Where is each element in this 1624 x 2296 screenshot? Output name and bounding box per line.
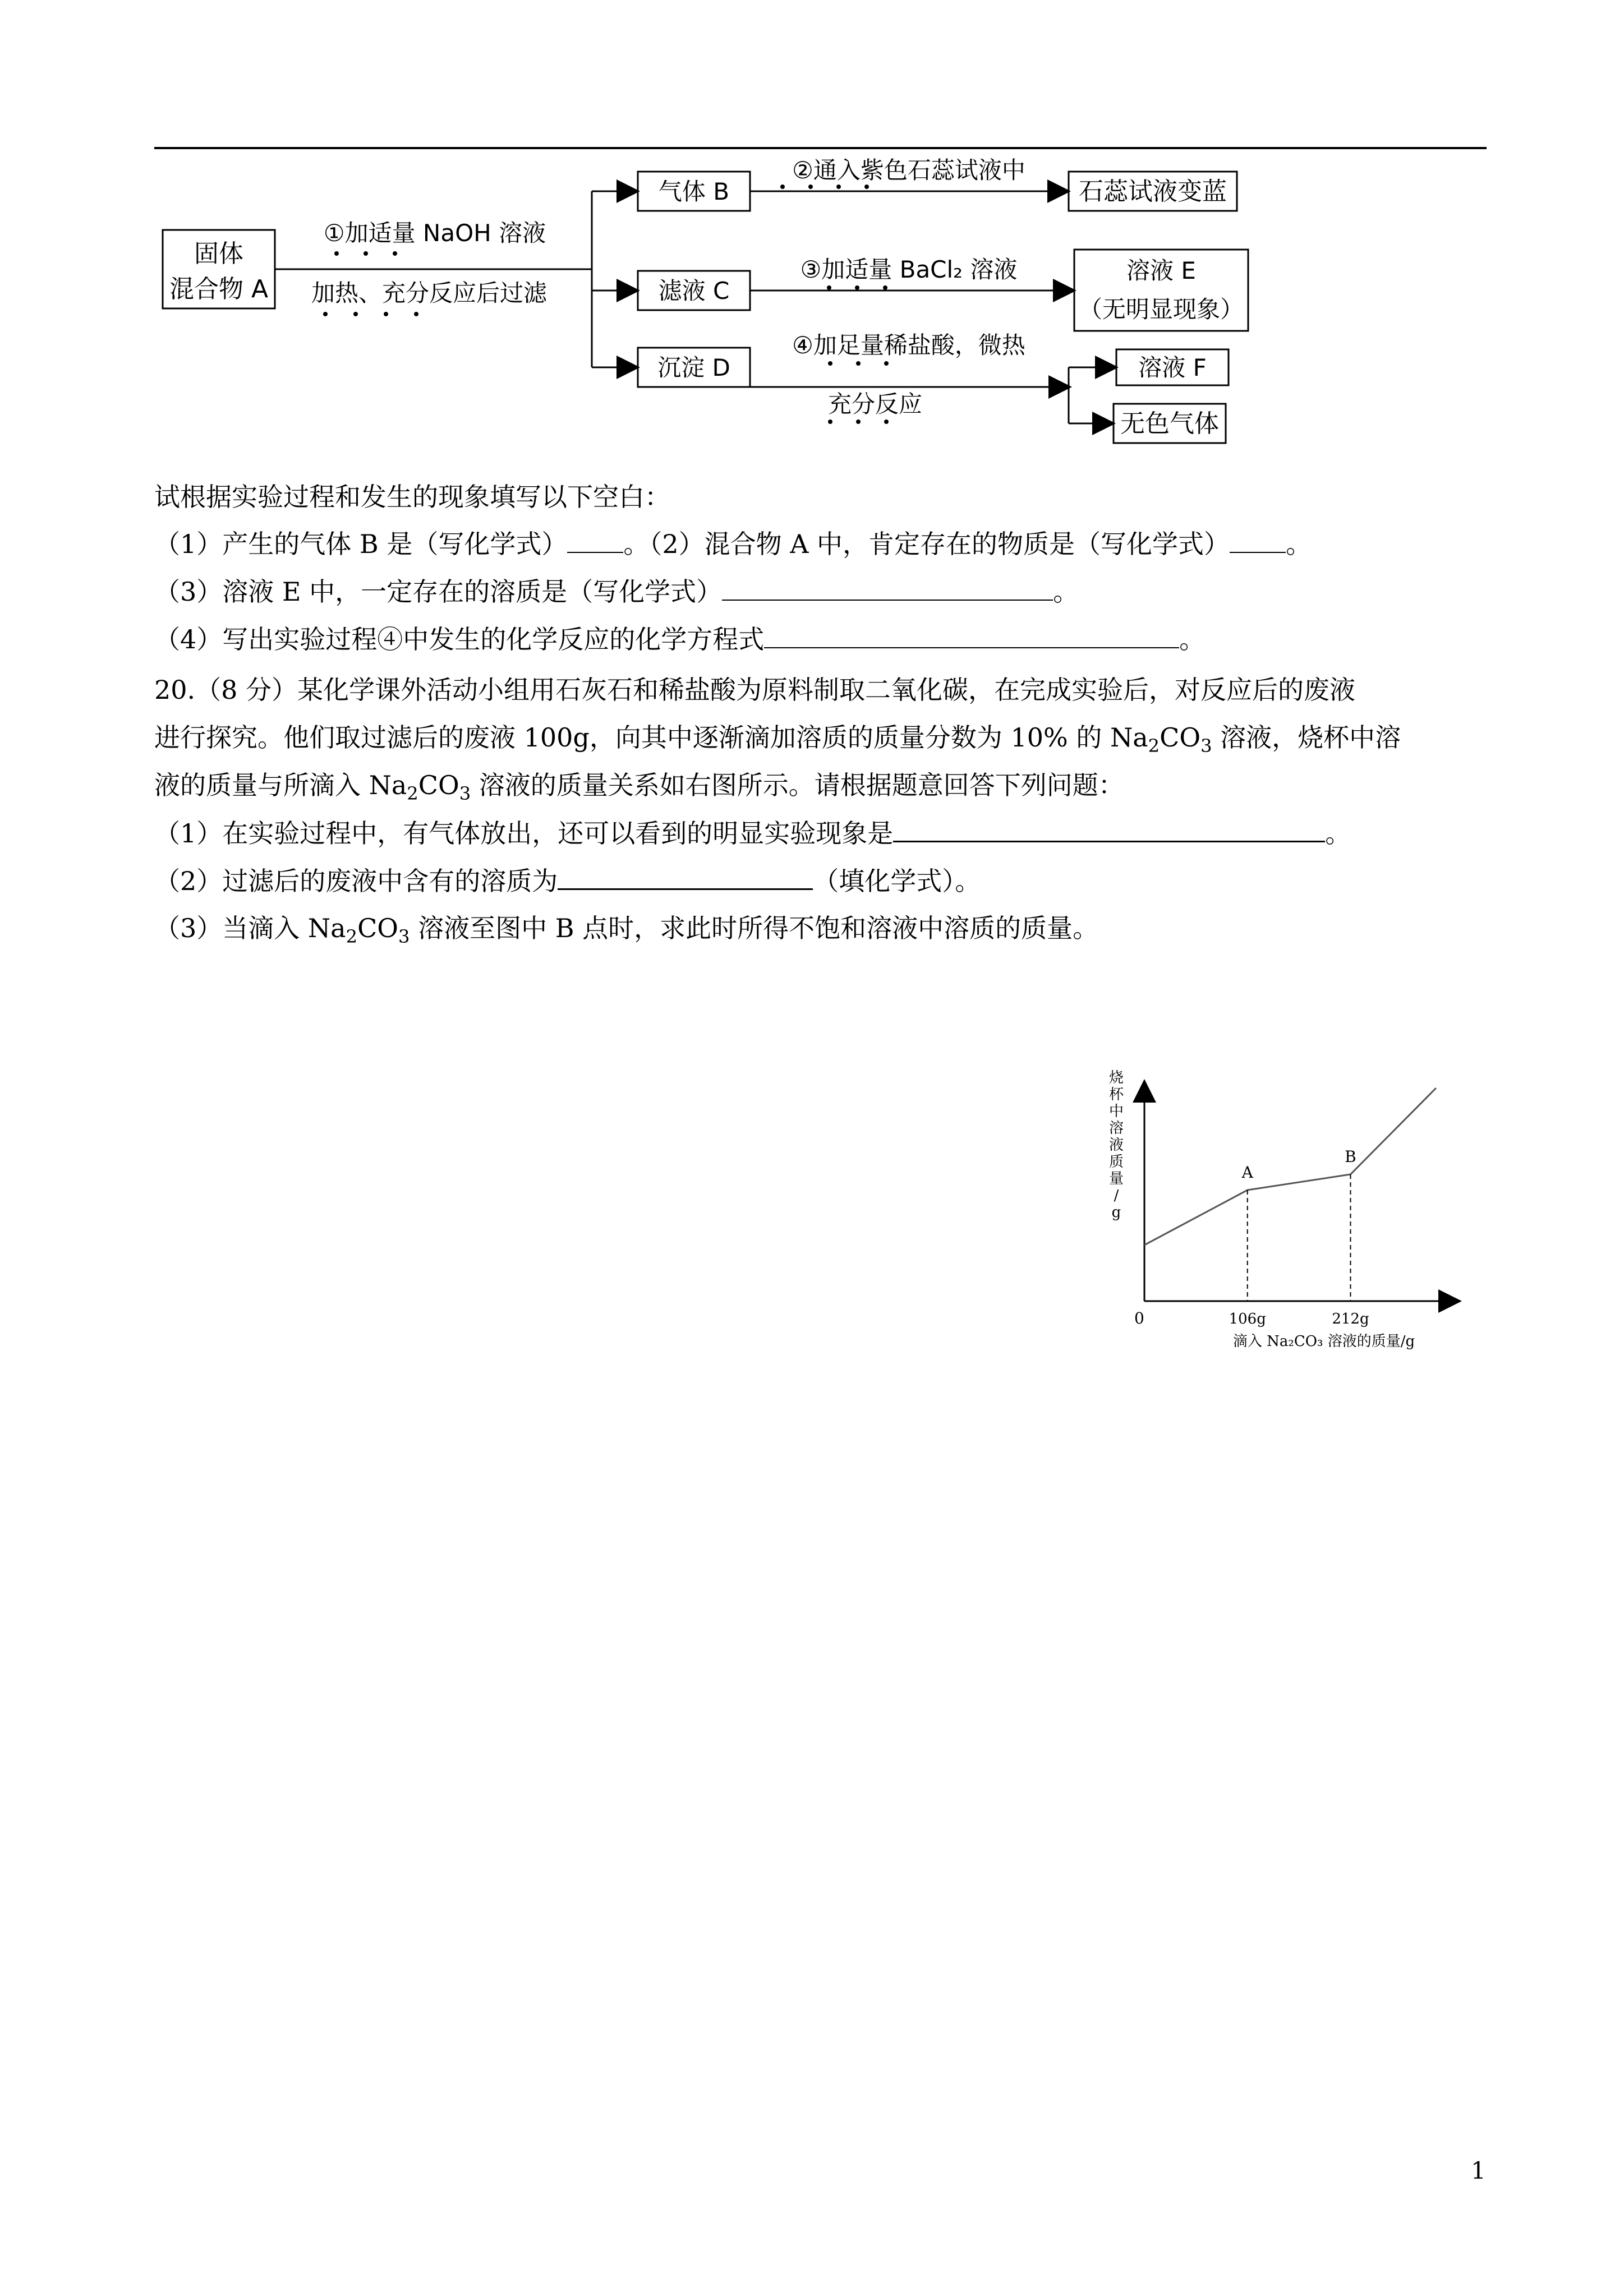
answer-blank[interactable] — [893, 816, 1325, 842]
y-axis-label-char: 液 — [1108, 1137, 1124, 1154]
solution-e-line2: （无明显现象） — [1078, 296, 1244, 323]
point-label-a: A — [1241, 1163, 1253, 1182]
q19-part1: （1）产生的气体 B 是（写化学式） 。（2）混合物 A 中，肯定存在的物质是（写化学式） 。 — [154, 527, 1312, 561]
y-axis-label-char: 杯 — [1108, 1086, 1124, 1103]
step1-top-label: ①加适量 NaOH 溶液 — [323, 219, 546, 247]
q20-part3: （3）当滴入 $Na_2CO_3$ 溶液至图中 B 点时，求此时所得不饱和溶液中溶质的质量。 — [154, 913, 1099, 948]
origin-label: 0 — [1134, 1309, 1144, 1327]
q20-line1: 20.（8 分）某化学课外活动小组用石灰石和稀盐酸为原料制取二氧化碳，在完成实验后，对反应后的废液 — [154, 675, 1356, 705]
filtrate-c-label: 滤液 C — [658, 277, 730, 305]
y-axis-label-char: 中 — [1108, 1103, 1124, 1120]
answer-blank[interactable] — [722, 575, 1053, 601]
step4-bottom-label: 充分反应 — [827, 390, 923, 418]
q20-part1: （1）在实验过程中，有气体放出，还可以看到的明显实验现象是 。 — [154, 816, 1351, 850]
q19-intro: 试根据实验过程和发生的现象填写以下空白： — [154, 482, 670, 512]
q19-part3: （3）溶液 E 中，一定存在的溶质是（写化学式） 。 — [154, 575, 1079, 608]
y-axis-label — [1109, 1069, 1124, 1221]
answer-blank[interactable] — [764, 623, 1179, 648]
q20-part2: （2）过滤后的废液中含有的溶质为 （填化学式）。 — [154, 864, 981, 898]
point-label-b: B — [1345, 1147, 1356, 1166]
series-line — [1144, 1088, 1436, 1245]
y-axis-label-char: 溶 — [1108, 1120, 1124, 1137]
step4-top-label: ④加足量稀盐酸，微热 — [792, 331, 1025, 359]
solution-mass-chart — [1099, 1066, 1481, 1357]
q19-part4: （4）写出实验过程④中发生的化学反应的化学方程式 。 — [154, 623, 1205, 656]
step2-label: ②通入紫色石蕊试液中 — [792, 156, 1025, 184]
step1-bottom-label: 加热、充分反应后过滤 — [311, 279, 548, 307]
gas-b-label: 气体 B — [658, 178, 730, 205]
solid-a-line1: 固体 — [194, 239, 243, 268]
y-axis-label-char: g — [1111, 1204, 1121, 1221]
q20-line3: 液的质量与所滴入 $Na_2CO_3$ 溶液的质量关系如右图所示。请根据题意回答下列问题： — [154, 770, 1124, 805]
y-axis-label-char: 质 — [1108, 1154, 1124, 1170]
x-tick-label: 212g — [1332, 1311, 1369, 1327]
precipitate-d-label: 沉淀 D — [657, 354, 730, 381]
q20-line2: 进行探究。他们取过滤后的废液 100g，向其中逐渐滴加溶质的质量分数为 10% 的 $Na_2CO_3$ 溶液，烧杯中溶 — [154, 722, 1401, 757]
y-axis-label-char: 量 — [1108, 1170, 1124, 1187]
solution-e-line1: 溶液 E — [1126, 257, 1196, 284]
page-number: 1 — [1471, 2157, 1486, 2184]
y-axis-label-char: 烧 — [1108, 1069, 1124, 1086]
x-axis-label: 滴入 Na₂CO₃ 溶液的质量/g — [1232, 1333, 1415, 1350]
answer-blank[interactable] — [567, 527, 623, 553]
x-tick-label: 106g — [1229, 1311, 1266, 1327]
solid-a-line2: 混合物 A — [169, 275, 269, 303]
experiment-flow-diagram — [0, 0, 1624, 460]
litmus-blue-label: 石蕊试液变蓝 — [1079, 177, 1227, 206]
colorless-gas-label: 无色气体 — [1120, 409, 1219, 438]
step3-label: ③加适量 BaCl₂ 溶液 — [800, 256, 1018, 283]
solution-f-label: 溶液 F — [1138, 354, 1207, 381]
y-axis-label-char: / — [1114, 1187, 1119, 1204]
answer-blank[interactable] — [558, 864, 813, 890]
answer-blank[interactable] — [1230, 527, 1286, 553]
